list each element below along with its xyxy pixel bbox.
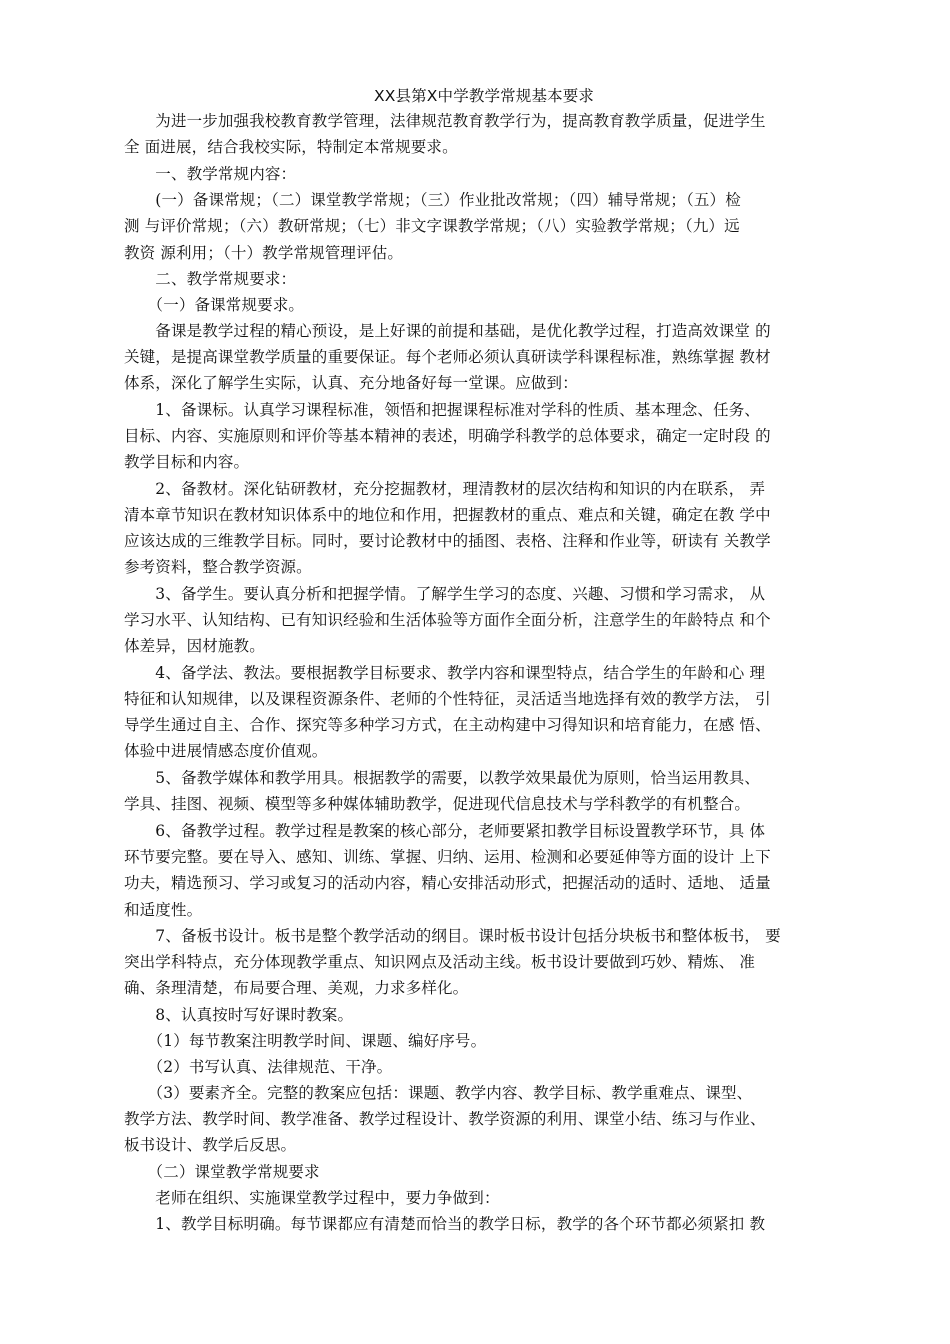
paragraph-line: 关键，是提高课堂教学质量的重要保证。每个老师必须认真研读学科课程标准，熟练掌握 教材: [124, 348, 771, 366]
paragraph-line: 1、教学目标明确。每节课都应有清楚而恰当的教学日标，教学的各个环节都必须紧扣 教: [124, 1215, 766, 1233]
paragraph-line: 突出学科特点，充分体现教学重点、知识网点及活动主线。板书设计要做到巧妙、精炼、 准: [124, 953, 756, 971]
paragraph-line: (一）备课常规；（二）课堂教学常规；（三）作业批改常规；（四）辅导常规；（五）检: [124, 191, 741, 209]
paragraph-line: 测 与评价常规；（六）教研常规；（七）非文字课教学常规；（八）实验教学常规；（九）远: [124, 217, 740, 235]
paragraph-line: 7、备板书设计。板书是整个教学活动的纲目。课时板书设计包括分块板书和整体板书， 要: [124, 927, 781, 945]
paragraph-line: 环节要完整。要在导入、感知、训练、掌握、归纳、运用、检测和必要延伸等方面的设计 上下: [124, 848, 771, 866]
paragraph-line: 为进一步加强我校教育教学管理，法律规范教育教学行为，提高教育教学质量，促进学生: [124, 112, 766, 130]
paragraph-line: 2、备教材。深化钻研教材，充分挖掘教材，理清教材的层次结构和知识的内在联系， 弄: [124, 480, 766, 498]
paragraph-line: 学具、挂图、视频、模型等多种媒体辅助教学，促进现代信息技术与学科教学的有机整合。: [124, 795, 751, 813]
paragraph-line: 4、备学法、教法。要根据教学目标要求、教学内容和课型特点，结合学生的年龄和心 理: [124, 664, 766, 682]
paragraph-line: 老师在组织、实施课堂教学过程中，要力争做到：: [124, 1189, 500, 1207]
paragraph-line: 特征和认知规律，以及课程资源条件、老师的个性特征，灵活适当地选择有效的教学方法， 引: [124, 690, 771, 708]
paragraph-line: 板书设计、教学后反思。: [124, 1136, 297, 1154]
paragraph-line: 5、备教学媒体和教学用具。根据教学的需要，以教学效果最优为原则，恰当运用教具、: [124, 769, 761, 787]
paragraph-line: 二、教学常规要求：: [124, 270, 297, 288]
paragraph-line: （二）课堂教学常规要求: [124, 1163, 320, 1181]
paragraph-line: （3）要素齐全。完整的教案应包括：课题、教学内容、教学目标、教学重难点、课型、: [124, 1084, 753, 1102]
paragraph-line: 备课是教学过程的精心预设，是上好课的前提和基础，是优化教学过程，打造高效课堂 的: [124, 322, 771, 340]
paragraph-line: 1、备课标。认真学习课程标准，领悟和把握课程标准对学科的性质、基本理念、任务、: [124, 401, 761, 419]
paragraph-line: 确、条理清楚，布局要合理、美观，力求多样化。: [124, 979, 469, 997]
paragraph-line: 清本章节知识在教材知识体系中的地位和作用，把握教材的重点、难点和关键，确定在教 学中: [124, 506, 771, 524]
paragraph-line: 和适度性。: [124, 901, 203, 919]
paragraph-line: 功夫，精选预习、学习或复习的活动内容，精心安排活动形式，把握活动的适时、适地、 适量: [124, 874, 771, 892]
paragraph-line: 目标、内容、实施原则和评价等基本精神的表述，明确学科教学的总体要求，确定一定时段 的: [124, 427, 771, 445]
paragraph-line: 体差异，因材施教。: [124, 637, 265, 655]
paragraph-line: （1）每节教案注明教学时间、课题、编好序号。: [124, 1032, 487, 1050]
paragraph-line: 导学生通过自主、合作、探究等多种学习方式，在主动构建中习得知识和培育能力，在感 悟、: [124, 716, 771, 734]
paragraph-line: 应该达成的三维教学目标。同时，要讨论教材中的插图、表格、注释和作业等，研读有 关教学: [124, 532, 771, 550]
paragraph-line: 全 面进展，结合我校实际，特制定本常规要求。: [124, 138, 458, 156]
paragraph-line: 参考资料，整合教学资源。: [124, 558, 312, 576]
paragraph-line: 8、认真按时写好课时教案。: [124, 1006, 354, 1024]
paragraph-line: 6、备教学过程。教学过程是教案的核心部分，老师要紧扣教学目标设置教学环节，具 体: [124, 822, 766, 840]
paragraph-line: 3、备学生。要认真分析和把握学情。了解学生学习的态度、兴趣、习惯和学习需求， 从: [124, 585, 766, 603]
paragraph-line: 一、教学常规内容：: [124, 165, 297, 183]
paragraph-line: 教学目标和内容。: [124, 453, 250, 471]
paragraph-line: 体验中进展情感态度价值观。: [124, 742, 328, 760]
paragraph-line: （2）书写认真、法律规范、干净。: [124, 1058, 393, 1076]
paragraph-line: 教学方法、教学时间、教学准备、教学过程设计、教学资源的利用、课堂小结、练习与作业、: [124, 1110, 766, 1128]
document-title: XX县第X中学教学常规基本要求: [373, 87, 595, 105]
paragraph-line: 教资 源利用；（十）教学常规管理评估。: [124, 244, 404, 262]
paragraph-line: （一）备课常规要求。: [124, 296, 305, 314]
paragraph-line: 体系，深化了解学生实际，认真、充分地备好每一堂课。应做到：: [124, 374, 578, 392]
paragraph-line: 学习水平、认知结构、已有知识经验和生活体验等方面作全面分析，注意学生的年龄特点 和个: [124, 611, 771, 629]
